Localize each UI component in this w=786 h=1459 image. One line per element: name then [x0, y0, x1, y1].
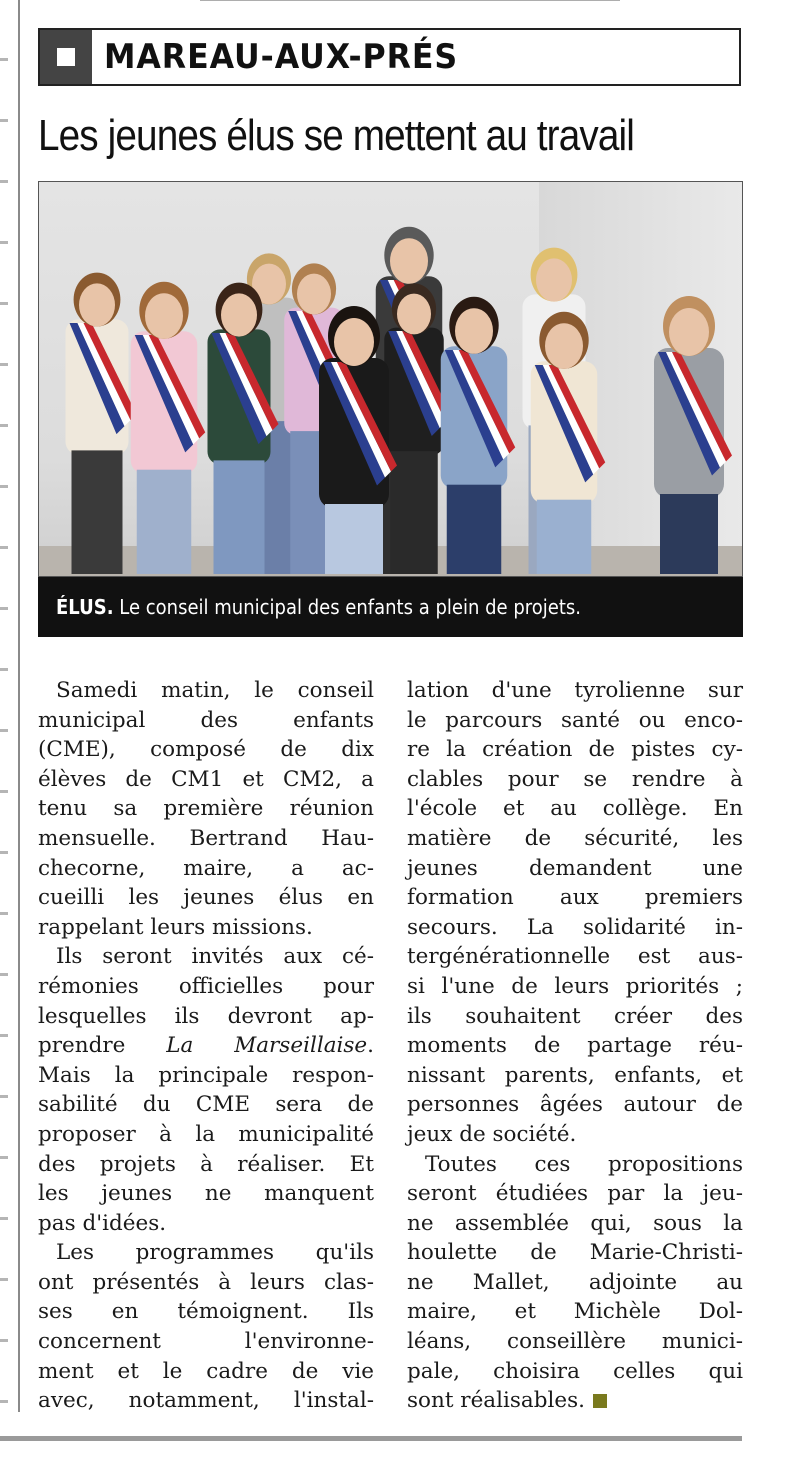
article-line: tergénérationnelle est aus- — [407, 944, 743, 970]
caption-text: Le conseil municipal des enfants a plein de projets. — [119, 595, 581, 619]
article-line: pas d'idées. — [38, 1210, 167, 1236]
article-line: ment et le cadre de vie — [38, 1358, 374, 1384]
article-line: avec, notamment, l'instal- — [38, 1388, 374, 1414]
article-line: l'école et au collège. En — [407, 796, 743, 822]
article-line: secours. La solidarité in- — [407, 914, 743, 940]
article-line: des projets à réaliser. Et — [38, 1151, 374, 1177]
caption-lead: ÉLUS. — [56, 595, 114, 619]
article-line: ne assemblée qui, sous la — [407, 1210, 743, 1236]
article-line: lesquelles ils devront ap- — [38, 1003, 374, 1029]
article-line: houlette de Marie-Christi- — [407, 1240, 743, 1266]
section-rubric — [38, 28, 741, 86]
article-line: ses en témoignent. Ils — [38, 1299, 374, 1325]
article-line: ne Mallet, adjointe au — [407, 1269, 743, 1295]
article-line: si l'une de leurs priorités ; — [407, 973, 743, 999]
person-figure — [531, 312, 606, 574]
article-line: Mais la principale respon- — [38, 1062, 374, 1088]
article-line: nissant parents, enfants, et — [407, 1062, 743, 1088]
article-line: cueilli les jeunes élus en — [38, 885, 374, 911]
article-line: municipal des enfants — [38, 707, 374, 733]
article-line-anthem: prendre La Marseillaise. — [38, 1033, 374, 1059]
article-line: re la création de pistes cy- — [407, 737, 743, 763]
group-photo-people — [39, 182, 743, 577]
article-line: ont présentés à leurs clas- — [38, 1269, 374, 1295]
article-line-final: sont réalisables. — [407, 1386, 743, 1416]
article-line: léans, conseillère munici- — [407, 1329, 743, 1355]
person-figure — [441, 297, 516, 574]
article-line: mensuelle. Bertrand Hau- — [38, 825, 374, 851]
person-figure — [654, 296, 732, 574]
article-line: jeunes demandent une — [407, 855, 743, 881]
group-photo — [38, 181, 743, 577]
article-line: les jeunes ne manquent — [38, 1181, 374, 1207]
article-line: élèves de CM1 et CM2, a — [38, 766, 374, 792]
article-line: le parcours santé ou enco- — [407, 707, 743, 733]
article-line: sabilité du CME sera de — [38, 1092, 374, 1118]
article-line: rappelant leurs missions. — [38, 914, 313, 940]
article-line: formation aux premiers — [407, 885, 743, 911]
article-line: checorne, maire, a ac- — [38, 855, 374, 881]
bottom-rule — [0, 1436, 742, 1441]
article-headline: Les jeunes élus se mettent au travail — [38, 111, 634, 160]
article-line: matière de sécurité, les — [407, 825, 743, 851]
article-line: Ils seront invités aux cé- — [56, 944, 374, 970]
article-line: Toutes ces propositions — [425, 1151, 743, 1177]
article-line: Samedi matin, le conseil — [56, 678, 374, 703]
page-edge-marks — [0, 0, 8, 1412]
article-line: clables pour se rendre à — [407, 766, 743, 792]
photo-caption — [38, 577, 743, 637]
article-line: personnes âgées autour de — [407, 1092, 743, 1118]
rubric-title: MAREAU-AUX-PRÉS — [104, 37, 459, 77]
previous-article-cut — [200, 0, 620, 5]
rubric-square-icon — [40, 30, 92, 84]
column-rule — [18, 0, 20, 1412]
article-line: maire, et Michèle Dol- — [407, 1299, 743, 1325]
anthem-title: La Marseillaise — [166, 1033, 368, 1059]
article-column-left — [38, 676, 374, 1416]
article-line: concernent l'environne- — [38, 1329, 374, 1355]
article-line: Les programmes qu'ils — [56, 1240, 374, 1266]
article-line: pale, choisira celles qui — [407, 1358, 743, 1384]
article-line: tenu sa première réunion — [38, 796, 374, 822]
article-line: (CME), composé de dix — [38, 737, 374, 763]
article-line: moments de partage réu- — [407, 1033, 743, 1059]
article-line: ils souhaitent créer des — [407, 1003, 743, 1029]
article-line: rémonies officielles pour — [38, 973, 374, 999]
article-column-right — [407, 676, 743, 1416]
article-line: jeux de société. — [407, 1121, 577, 1147]
article-line: proposer à la municipalité — [38, 1121, 374, 1147]
end-of-article-icon — [593, 1394, 607, 1408]
article-line: lation d'une tyrolienne sur — [407, 678, 743, 703]
person-figure — [131, 282, 206, 574]
person-figure — [66, 273, 137, 574]
article-line: seront étudiées par la jeu- — [407, 1181, 743, 1207]
